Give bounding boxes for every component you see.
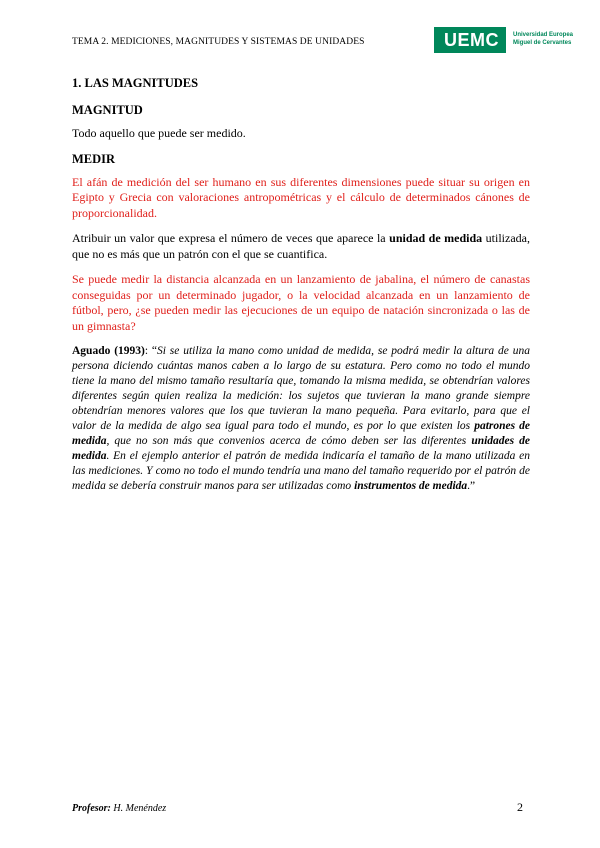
quote-close: .” (467, 480, 476, 492)
quote-bold-1: patrones de medida (72, 420, 531, 447)
footer-label: Profesor: (72, 803, 111, 814)
paragraph-examples: Se puede medir la distancia alcanzada en un lanzamiento de jabalina, el número de canastas conseguidas por un determinado jugador, o la velocidad alcanzada en un lanzamiento de fútbol, pero, ¿se pueden medir las ejecuciones de un equipo de natación sincronizada o las de un gimnasta? (72, 272, 530, 333)
quote-colon: : (144, 345, 152, 357)
quote-open: “ (151, 345, 158, 357)
logo-badge (434, 27, 506, 53)
quote-bold-2: unidades de medida (72, 435, 531, 462)
quote-text-3: . En el ejemplo anterior el patrón de medida indicaría el tamaño de la mano utilizada en las mediciones. Y como no todo el mundo tendría una mano del tamaño requerido por el patrón de medida se debería construir manos para ser utilizadas como (72, 450, 530, 492)
header-title: TEMA 2. MEDICIONES, MAGNITUDES Y SISTEMAS DE UNIDADES (72, 37, 365, 47)
para2-text-b: utilizada, que no es más que un patrón con el que se cuantifica. (72, 231, 530, 261)
footer-name: H. Menéndez (110, 803, 167, 814)
logo-text: UEMC (444, 30, 499, 50)
quote-bold-3: instrumentos de medida (354, 480, 468, 492)
footer-author (72, 803, 166, 814)
para2-text-a: Atribuir un valor que expresa el número de veces que aparece la (72, 231, 390, 245)
logo-sub-line-1: Universidad Europea (513, 32, 574, 38)
logo-sub-line-2: Miguel de Cervantes (513, 40, 572, 46)
quote-text-2: , que no son más que convenios acerca de cómo deben ser las diferentes (106, 435, 472, 447)
logo-subtitle (513, 31, 573, 47)
uemc-logo (434, 27, 574, 53)
medir-title: MEDIR (72, 151, 116, 166)
paragraph-attribute-value (72, 231, 530, 262)
quote-author: Aguado (1993) (72, 345, 145, 357)
magnitud-title: MAGNITUD (72, 103, 143, 117)
para2-bold: unidad de medida (389, 231, 483, 245)
page-number: 2 (517, 800, 523, 814)
section-heading: 1. LAS MAGNITUDES (72, 76, 199, 90)
magnitud-definition: Todo aquello que puede ser medido. (72, 126, 246, 140)
paragraph-quote (72, 344, 530, 494)
paragraph-origin: El afán de medición del ser humano en sus diferentes dimensiones puede situar su origen en Egipto y Grecia con valoraciones antropométricas y el cálculo de determinados cánones de proporcionalidad. (72, 174, 530, 220)
quote-text-1: Si se utiliza la mano como unidad de medida, se podrá medir la altura de una persona diciendo cuántas manos caben a lo largo de su estatura. Pero como no todo el mundo tiene la mano del mismo tamaño resultaría que, tomando la misma medida, se obtendrían valores diferentes según quien realiza la medición: los sujetos que tuvieran la mano grande siempre obtendrían menores valores que los que tuvieran la mano pequeña. Para evitarlo, para que el valor de la medida de algo sea igual para todo el mundo, es por lo que existen los (72, 345, 530, 432)
document-body (72, 76, 530, 504)
